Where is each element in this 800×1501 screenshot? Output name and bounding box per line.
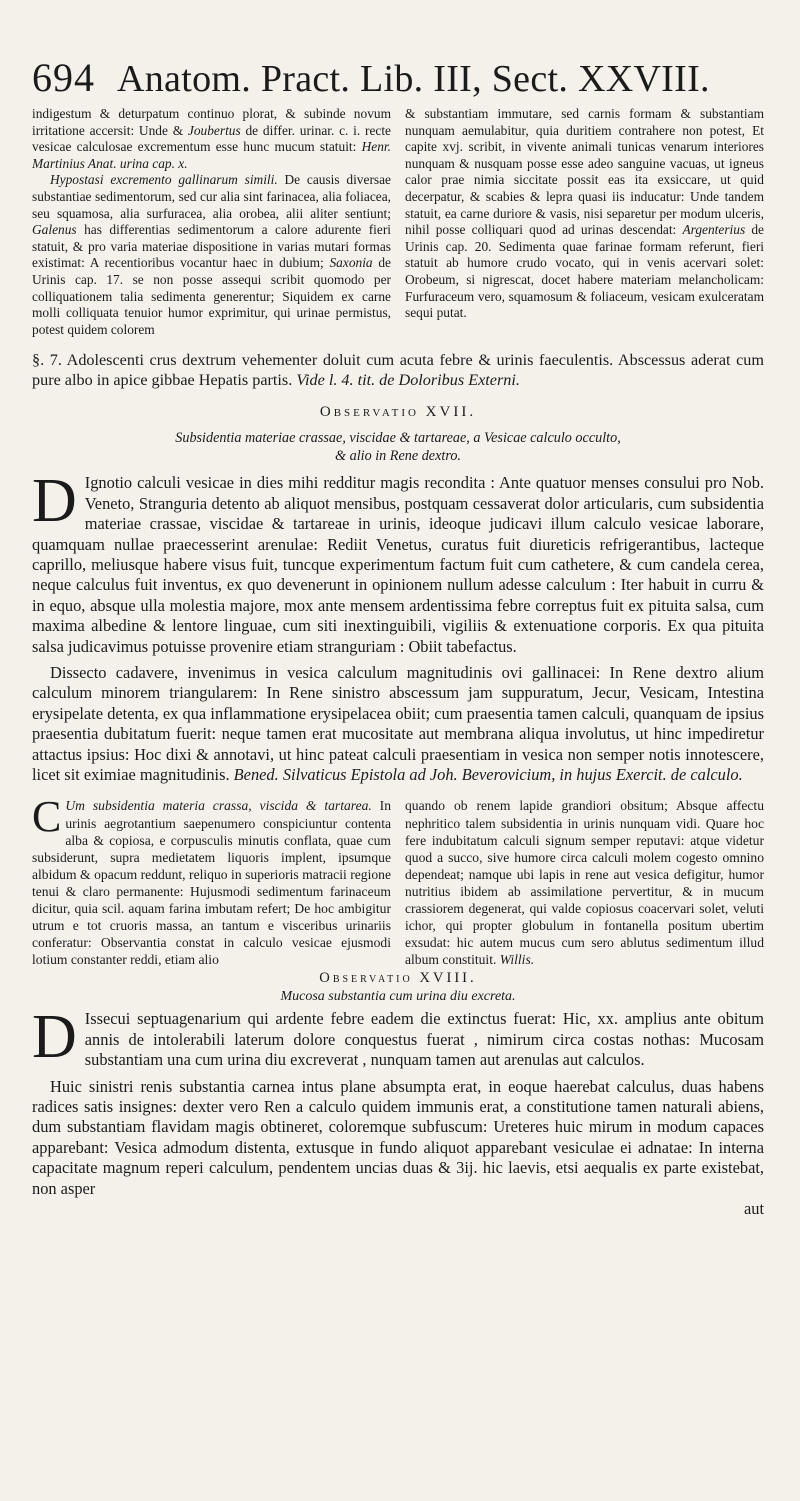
observation-17-para-2 <box>32 663 764 785</box>
paragraph-text: Dissecto cadavere, invenimus in vesica calculum magnitudinis ovi gallinacei: In Rene dextro alium calculum minorem triangularem: In Rene sinistro abscessum jam suppuratum, Jecur, Vesicam, Intestina erysipelate detenta, ex qua inflammatione erysipelacea obiit; cum praesentia tamen calculi, quanquam de ipsius praesentia dubitatum fuerit: neque tamen erat mucositate aut membrana aliqua involutus, ut hinc impediretur attactus ipsius: Hoc dixi & annotavi, ut hinc pateat calculi praesentiam in vesica non semper notis innotescere, licet sit eximiae magnitudinis. <box>32 662 764 784</box>
author-name: Argenterius <box>682 222 746 238</box>
author-name: Saxonia <box>329 255 373 271</box>
top-left-column <box>32 106 391 338</box>
observation-18-subtitle: Mucosa substantia cum urina diu excreta. <box>280 989 516 1005</box>
middle-right-text <box>405 797 764 968</box>
middle-right-column <box>405 797 764 968</box>
paragraph-text: Issecui septuagenarium qui ardente febre eadem die extinctus fuerat: Hic, xx. amplius ante obitum annis de intolerabili laterum dolore conquestus fuerat , nimirum circa costas nothas: Mucosam substantiam una cum urina diu excreverat , nunquam tamen aut arenulas aut calculos. <box>84 1009 764 1070</box>
observation-18-para-1 <box>32 1003 764 1072</box>
observation-17-para-1 <box>32 467 764 657</box>
lead-phrase: Um subsidentia materia crassa, viscida & tartarea. <box>65 798 372 814</box>
subtitle-line: & alio in Rene dextro. <box>335 448 461 465</box>
catchword: aut <box>743 1199 764 1218</box>
text-run: De causis diversae substantiae sedimentorum, sed cur alia sint farinacea, alia foliacea, seu squamosa, alia surfuracea, alia orobea, alii aliter sentiunt; <box>32 172 392 221</box>
marginal-heading: Hypostasi excremento gallinarum simili. <box>50 172 278 188</box>
paragraph-text: quando ob renem lapide grandiori obsitum; Absque affectu nephritico talem subsidentia in urinis nunquam vidi. Quare hoc fere indubitatum calculi signum semper reputavi: atque videtur quod a succo, sive humore circa calculi molem cogesto omnino dependeat; namque ubi lapis in rene aut vesica defigitur, humor nutritius ibidem ab assimilatione pervertitur, & in mucum crassiorem degenerat, qui valde copiosus coacervari solet, veluti ichor, qui propter globulum in fontanella positum ubertim exsudat: hic autem mucus cum sero ablutus sedimentum illud album constituit. <box>405 798 764 968</box>
middle-left-column <box>32 792 391 968</box>
citation: Henr. Martinius Anat. urina cap. x. <box>32 139 391 171</box>
text-run: de Urinis cap. 17. se non posse assequi scribit quomodo per colliquationem talia sedimenta generentur; Siquidem ex carne molli colliquata tenuior humor exprimitur, qui urinae permistus, potest quidem colorem <box>32 255 391 337</box>
author-name: Galenus <box>32 222 77 238</box>
observation-17-body <box>32 467 764 785</box>
note-text: §. 7. Adolescenti crus dextrum vehementer doluit cum acuta febre & urinis faeculentis. Abscessus aderat cum pure albo in apice gibbae Hepatis partis. <box>32 351 764 390</box>
page-number: 694 <box>32 55 95 100</box>
author-name: Joubertus <box>187 122 241 138</box>
subtitle-line: Subsidentia materiae crassae, viscidae & tartareae, a Vesicae calculo occulto, <box>175 430 621 447</box>
top-right-column <box>405 106 764 338</box>
text-run: indigestum & deturpatum continuo plorat, & subinde novum irritatione accersit: Unde & <box>32 106 391 138</box>
text-run: de differ. urinar. c. i. recte vesicae calculosae excrementum esse hunc mucum statuit: <box>32 122 391 155</box>
observation-17-subtitle <box>32 429 764 465</box>
middle-left-text <box>32 792 391 968</box>
source-citation: Bened. Silvaticus Epistola ad Joh. Beverovicium, in hujus Exercit. de calculo. <box>233 765 743 784</box>
dropcap: D <box>32 1003 77 1072</box>
middle-two-columns <box>32 792 764 968</box>
source-citation: Willis. <box>499 952 535 968</box>
paragraph-text: In urinis aegrotantium saepenumero conspiciuntur contenta alba & copiosa, e corpusculis minutis conflata, quae cum subsiderunt, supra medietatem liquoris implent, ipsumque albidum & opacum reddunt, reliquo in superioris matracii regione tenui & claro permanente: Hujusmodi sedimentum farinaceum dicitur, quia scil. aquam farina imbutam refert; De hoc ambigitur utrum e tot cruoris massa, an tantum e visceribus urinariis conferatur: Observantia constat in calculo vesicae ejusmodi lotium constanter reddi, etiam alio <box>32 798 391 968</box>
top-two-columns <box>32 106 764 338</box>
section-note <box>32 350 764 390</box>
text-run: & substantiam immutare, sed carnis formam & substantiam nunquam aemulabitur, quia duritiem contrahere non potest, Et capite xvj. scribit, in vivente animali tunicas venarum interiores nunquam & nusquam posse esse adeo sanguine vacuas, ut igneus calor prae nimia siccitate possit eas ita exsiccare, ut quid decerpatur, & scabies & lepra quasi iis inducatur: Unde tandem statuit, ea carne duriore & vasis, nisi separetur per modum ulceris, nihil posse colliquari quod ad urinas descendat: <box>405 106 764 238</box>
top-left-para <box>32 172 391 338</box>
top-left-text <box>32 106 391 172</box>
paragraph-text: Huic sinistri renis substantia carnea intus plane absumpta erat, in eoque haerebat calculus, duas habens radices satis insignes: dexter vero Ren a calculo quidem immunis erat, a constitutione tamen naturali abiens, dum substantiam flavidam magis obtineret, coloremque subfuscum: Ureteres huic mirum in modum capaces apparebant: Vesica admodum distenta, extusque in fundo aliquot apparebant vesiculae ei adnatae: In interna capacitate magnum reperi calculum, pendentem uncias duas & 3ij. hic laevis, etsi aequalis ex parte existebat, non asper <box>32 1076 764 1198</box>
observation-18-para-2 <box>32 1077 764 1199</box>
text-run: de Urinis cap. 20. Sedimenta quae farinae formam referunt, fieri statuit ab humore crudo vocato, qui in venis acervari solet: Orobeum, si nigrescat, docet habere materiam melancholicam: Furfuraceum vero, squamosum & foliaceum, vesicam exulceratam sequi putat. <box>405 222 764 321</box>
dropcap: D <box>32 467 77 536</box>
dropcap: C <box>32 792 62 842</box>
running-head: Anatom. Pract. Lib. III, Sect. XXVIII. <box>117 58 710 100</box>
top-right-text <box>405 106 764 322</box>
page-header <box>32 54 764 106</box>
note-reference: Vide l. 4. tit. de Doloribus Externi. <box>296 371 520 390</box>
observation-18-body <box>32 1003 764 1219</box>
text-run: has differentias sedimentorum a calore adurente fieri statuit, & pro varia materiae dispositione in varias mutari formas existimat: A recentioribus vocantur haec in dubium; <box>32 222 391 271</box>
paragraph-text: Ignotio calculi vesicae in dies mihi redditur magis recondita : Ante quatuor menses consului pro Nob. Veneto, Stranguria detento ab aliquot mensibus, postquam cessaverat dolor articularis, cum subsidentia materiae crassae, viscidae & tartareae in urinis, ideoque judicavi illum calculo vesicae laborare, quamquam nullae praecesserint arenulae: Rediit Venetus, curatus fuit diureticis refrigerantibus, lacteque caprillo, meliusque habere visus fuit, tuncque experimentum factum fuit cum cathetere, & cum candela cerea, neque calculus fuit inventus, ex quo devenerunt in opinionem nullum adesse calculum : Iter habuit in curru & in equo, absque ulla molestia majore, mox ante mensem ardentissima febre correptus fuit ex pituita salsa, cum maxima albedine & lentore linguae, cum siti inextinguibili, vigiliis & extenuatione corporis. Ex qua pituita salsa judicavimus potuisse provenire etiam stranguriam : Obiit tabefactus. <box>32 473 764 656</box>
observation-18-title: Observatio XVIII. <box>319 970 477 987</box>
observation-17-title: Observatio XVII. <box>319 404 477 421</box>
